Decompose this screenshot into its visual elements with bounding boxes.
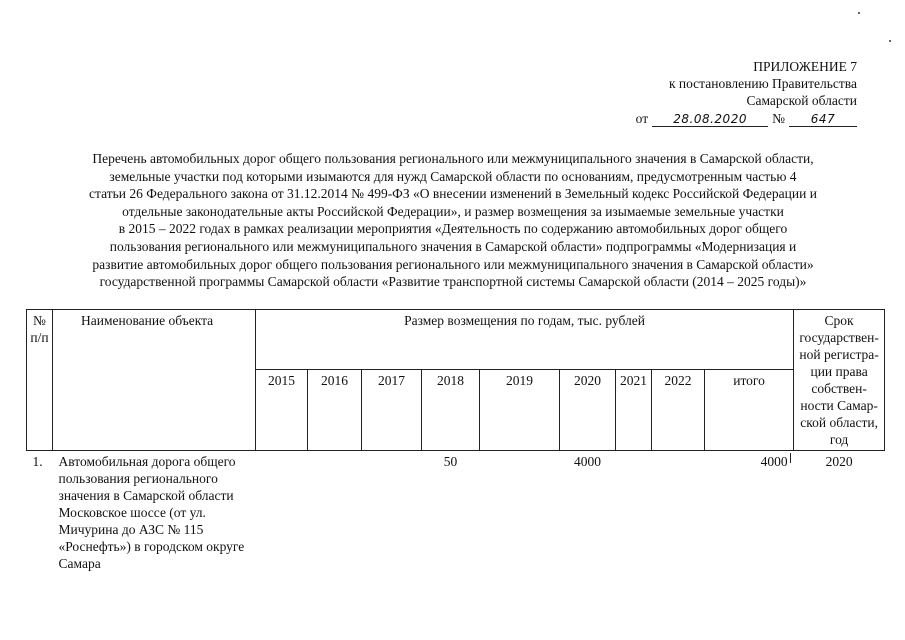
document-title [24,150,882,291]
header-year: 2017 [362,370,422,451]
value-2015 [256,451,308,575]
title-line: земельные участки под которыми изымаются для нужд Самарской области по основаниям, предусмотренным частью 4 [109,168,797,184]
header-amount: Размер возмещения по годам, тыс. рублей [256,310,794,370]
value-2021 [616,451,652,575]
header-year: 2021 [616,370,652,451]
value-2022 [652,451,705,575]
value-total-text: 4000 [760,454,788,469]
header-year: 2022 [652,370,705,451]
appendix-line-2: Самарской области [746,93,857,108]
value-2018: 50 [422,451,480,575]
scan-speck [889,40,891,42]
title-line: развитие автомобильных дорог общего пользования регионального или межмуниципального значения в Самарской области» [92,256,814,272]
table-row [27,451,885,575]
number-prefix: № [772,111,785,126]
appendix-date-line [597,110,857,127]
scan-speck [858,12,860,14]
title-line: пользования регионального или межмуниципального значения в Самарской области» подпрограммы «Модернизация и [109,238,797,254]
header-number: № п/п [27,310,53,451]
appendix-line-1: к постановлению Правительства [668,76,857,91]
title-line: Перечень автомобильных дорог общего пользования регионального или межмуниципального значения в Самарской области, [92,151,814,166]
title-line: государственной программы Самарской области «Развитие транспортной системы Самарской области (2014 – 2025 годы)» [99,274,807,290]
header-year: 2015 [256,370,308,451]
header-year: 2019 [480,370,560,451]
header-year: 2018 [422,370,480,451]
value-total [705,451,794,575]
handwritten-date: 28.08.2020 [652,112,768,127]
header-object-name: Наименование объекта [53,310,256,451]
tick-mark [790,453,791,463]
appendix-header [597,58,857,127]
header-year: 2020 [560,370,616,451]
title-line: отдельные законодательные акты Российской Федерации», и размер возмещения за изымаемые земельные участки [122,203,784,219]
registration-year: 2020 [794,451,885,575]
object-name: Автомобильная дорога общего пользования регионального значения в Самарской области Московское шоссе (от ул. Мичурина до АЗС № 115 «Роснефть») в городском округе Самара [53,451,256,575]
title-line: в 2015 – 2022 годах в рамках реализации мероприятия «Деятельность по содержанию автомобильных дорог общего [118,221,788,237]
row-number: 1. [27,451,53,575]
title-line: статьи 26 Федерального закона от 31.12.2014 № 499-ФЗ «О внесении изменений в Земельный кодекс Российской Федерации и [89,186,817,202]
date-prefix: от [635,111,649,126]
compensation-table [26,309,885,574]
header-registration-term: Срок государствен-ной регистра-ции права собствен-ности Самар-ской области, год [794,310,885,451]
value-2017 [362,451,422,575]
header-year: 2016 [308,370,362,451]
value-2019 [480,451,560,575]
appendix-title: ПРИЛОЖЕНИЕ 7 [753,59,857,74]
handwritten-number: 647 [789,112,857,127]
value-2016 [308,451,362,575]
value-2020: 4000 [560,451,616,575]
header-total: итого [705,370,794,451]
